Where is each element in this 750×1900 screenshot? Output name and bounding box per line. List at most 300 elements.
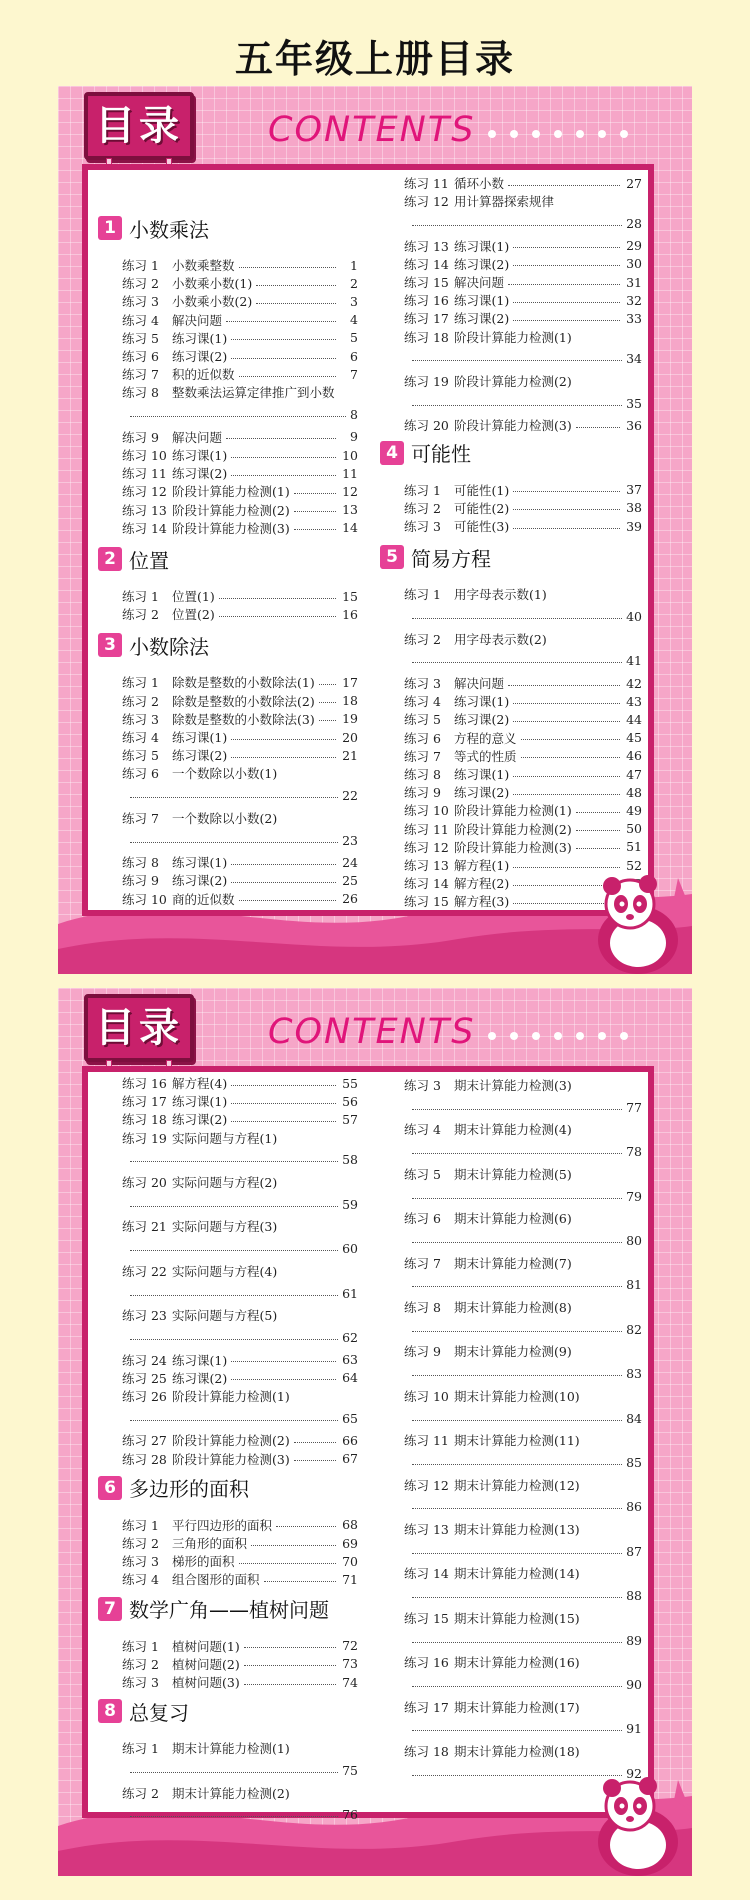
exercise-title: 阶段计算能力检测(3) <box>172 1451 290 1467</box>
exercise-title: 期末计算能力检测(15) <box>454 1610 580 1626</box>
exercise-number: 练习 8 <box>404 767 441 782</box>
leader-dots <box>576 848 620 849</box>
exercise-title: 解方程(4) <box>172 1076 228 1091</box>
leader-dots <box>513 776 620 777</box>
toc-entry-continuation <box>412 394 642 412</box>
toc-entry[interactable] <box>404 174 642 192</box>
exercise-title: 阶段计算能力检测(2) <box>454 374 572 389</box>
exercise-number: 练习 2 <box>122 1656 159 1672</box>
toc-entry[interactable] <box>404 820 642 838</box>
unit-heading[interactable] <box>98 1697 189 1725</box>
page-number: 67 <box>342 1451 358 1467</box>
toc-entry[interactable] <box>404 783 642 801</box>
leader-dots <box>412 1242 622 1243</box>
toc-entry[interactable] <box>404 585 642 603</box>
leader-dots <box>130 1420 338 1421</box>
exercise-number: 练习 11 <box>404 176 449 191</box>
page-number: 77 <box>626 1099 642 1115</box>
leader-dots <box>231 1085 336 1086</box>
toc-entry[interactable] <box>122 1369 358 1387</box>
unit-title: 总复习 <box>129 1700 189 1725</box>
exercise-number: 练习 13 <box>404 858 449 873</box>
page-number: 46 <box>626 748 642 764</box>
exercise-title: 练习课(1) <box>172 1352 228 1368</box>
exercise-number: 练习 4 <box>122 312 159 328</box>
unit-number-badge: 7 <box>98 1597 122 1621</box>
unit-heading[interactable] <box>380 543 491 571</box>
leader-dots <box>231 864 336 865</box>
exercise-number: 练习 20 <box>404 418 449 434</box>
page-number: 85 <box>626 1454 642 1470</box>
exercise-title: 实际问题与方程(5) <box>172 1308 278 1324</box>
leader-dots <box>513 509 620 510</box>
exercise-title: 练习课(2) <box>172 349 228 364</box>
page-number: 61 <box>342 1285 358 1301</box>
toc-entry[interactable] <box>404 1609 642 1627</box>
page-number: 78 <box>626 1144 642 1160</box>
page-number: 86 <box>626 1499 642 1515</box>
leader-dots <box>576 812 620 813</box>
toc-entry[interactable] <box>122 1129 358 1147</box>
exercise-number: 练习 13 <box>404 238 449 254</box>
exercise-number: 练习 15 <box>404 275 449 290</box>
toc-entry-continuation <box>412 1631 642 1649</box>
exercise-number: 练习 1 <box>122 1517 159 1533</box>
exercise-title: 阶段计算能力检测(1) <box>454 803 572 819</box>
page-number: 25 <box>342 872 358 888</box>
toc-entry[interactable] <box>404 692 642 710</box>
exercise-number: 练习 9 <box>122 873 159 889</box>
leader-dots <box>264 1581 336 1582</box>
page-number: 47 <box>626 766 642 782</box>
unit-heading[interactable] <box>98 1595 329 1623</box>
page-number: 73 <box>342 1656 358 1672</box>
exercise-title: 阶段计算能力检测(1) <box>172 484 290 500</box>
leader-dots <box>412 1153 622 1154</box>
leader-dots <box>412 1198 622 1199</box>
exercise-title: 位置(2) <box>172 607 215 623</box>
exercise-title: 植树问题(2) <box>172 1656 240 1672</box>
exercise-number: 练习 5 <box>122 748 159 764</box>
exercise-title: 阶段计算能力检测(2) <box>172 1433 290 1449</box>
page-number: 89 <box>626 1632 642 1648</box>
exercise-title: 期末计算能力检测(1) <box>172 1741 290 1757</box>
leader-dots <box>412 225 622 226</box>
leader-dots <box>412 1553 622 1554</box>
toc-entry[interactable] <box>122 1655 358 1673</box>
unit-number-badge: 4 <box>380 441 404 465</box>
exercise-number: 练习 18 <box>404 1744 449 1759</box>
exercise-title: 练习课(1) <box>172 1094 228 1110</box>
leader-dots <box>130 1295 338 1296</box>
toc-entry-continuation <box>412 350 642 368</box>
page-number: 52 <box>626 857 642 873</box>
exercise-title: 期末计算能力检测(10) <box>454 1388 580 1404</box>
leader-dots <box>256 303 336 304</box>
exercise-number: 练习 11 <box>404 821 449 837</box>
toc-entry[interactable] <box>404 1742 642 1760</box>
toc-entry[interactable] <box>122 1570 358 1588</box>
toc-entry[interactable] <box>404 729 642 747</box>
leader-dots <box>412 1420 622 1421</box>
unit-title: 数学广角——植树问题 <box>129 1598 329 1623</box>
exercise-number: 练习 13 <box>122 502 167 518</box>
unit-heading[interactable] <box>98 631 209 659</box>
toc-entry[interactable] <box>404 801 642 819</box>
exercise-title: 期末计算能力检测(7) <box>454 1255 572 1271</box>
toc-entry[interactable] <box>404 1698 642 1716</box>
toc-entry[interactable] <box>122 329 358 347</box>
toc-entry[interactable] <box>122 1074 358 1092</box>
exercise-title: 练习课(2) <box>172 466 228 482</box>
toc-entry[interactable] <box>404 273 642 291</box>
unit-number-badge: 8 <box>98 1699 122 1723</box>
leader-dots <box>219 616 336 617</box>
page-number: 24 <box>342 854 358 870</box>
exercise-number: 练习 22 <box>122 1263 167 1279</box>
toc-entry[interactable] <box>122 1673 358 1691</box>
toc-entry[interactable] <box>122 728 358 746</box>
exercise-number: 练习 16 <box>122 1076 167 1091</box>
page-number: 56 <box>342 1093 358 1109</box>
toc-entry[interactable] <box>404 674 642 692</box>
exercise-number: 练习 3 <box>122 294 159 310</box>
toc-entry[interactable] <box>122 673 358 691</box>
exercise-number: 练习 3 <box>404 519 441 534</box>
toc-entry[interactable] <box>122 809 358 827</box>
page-number: 21 <box>342 747 358 763</box>
exercise-title: 期末计算能力检测(16) <box>454 1655 580 1671</box>
unit-heading[interactable] <box>98 545 169 573</box>
leader-dots <box>276 1526 336 1527</box>
toc-entry[interactable] <box>404 481 642 499</box>
toc-entry[interactable] <box>404 1076 642 1094</box>
page-number: 17 <box>342 674 358 690</box>
toc-entry[interactable] <box>404 710 642 728</box>
toc-entry-continuation <box>412 214 642 232</box>
page-number: 62 <box>342 1329 358 1345</box>
leader-dots <box>231 1103 336 1104</box>
toc-entry[interactable] <box>122 710 358 728</box>
leader-dots <box>239 376 336 377</box>
exercise-title: 一个数除以小数(2) <box>172 810 278 826</box>
page-number: 26 <box>342 891 358 907</box>
page-number: 4 <box>350 312 358 328</box>
exercise-title: 实际问题与方程(3) <box>172 1219 278 1235</box>
toc-entry[interactable] <box>122 1351 358 1369</box>
toc-entry[interactable] <box>122 1110 358 1128</box>
toc-entry[interactable] <box>404 765 642 783</box>
exercise-title: 小数乘小数(2) <box>172 294 253 310</box>
leader-dots <box>412 1375 622 1376</box>
page-number: 84 <box>626 1410 642 1426</box>
exercise-number: 练习 14 <box>404 876 449 892</box>
toc-entry[interactable] <box>404 1520 642 1538</box>
exercise-title: 等式的性质 <box>454 748 517 764</box>
toc-entry[interactable] <box>122 311 358 329</box>
unit-number-badge: 5 <box>380 545 404 569</box>
page-number: 23 <box>342 832 358 848</box>
toc-entry[interactable] <box>404 1387 642 1405</box>
page-number: 68 <box>342 1517 358 1533</box>
exercise-number: 练习 12 <box>404 1477 449 1493</box>
exercise-title: 期末计算能力检测(8) <box>454 1300 572 1315</box>
leader-dots <box>244 1684 336 1685</box>
page-number: 65 <box>342 1410 358 1426</box>
leader-dots <box>239 900 336 901</box>
page-number: 22 <box>342 788 358 804</box>
toc-entry[interactable] <box>122 1516 358 1534</box>
exercise-title: 阶段计算能力检测(2) <box>172 502 290 518</box>
toc-entry[interactable] <box>404 1342 642 1360</box>
exercise-number: 练习 24 <box>122 1352 167 1368</box>
exercise-number: 练习 2 <box>404 631 441 647</box>
unit-title: 小数乘法 <box>129 217 209 242</box>
toc-entry[interactable] <box>404 1653 642 1671</box>
toc-entry[interactable] <box>404 1564 642 1582</box>
toc-entry[interactable] <box>404 747 642 765</box>
toc-entry[interactable] <box>122 256 358 274</box>
unit-heading[interactable] <box>98 214 209 242</box>
leader-dots <box>508 185 620 186</box>
page-number: 18 <box>342 693 358 709</box>
leader-dots <box>130 842 338 843</box>
toc-entry[interactable] <box>404 416 642 434</box>
exercise-title: 练习课(1) <box>172 448 228 463</box>
toc-entry[interactable] <box>122 746 358 764</box>
exercise-number: 练习 4 <box>404 694 441 710</box>
page-number: 41 <box>626 653 642 669</box>
toc-entry-continuation <box>130 1195 358 1213</box>
leader-dots <box>219 598 336 599</box>
page-title: 五年级上册目录 <box>234 37 515 81</box>
page-number: 88 <box>626 1588 642 1604</box>
exercise-title: 位置(1) <box>172 589 215 604</box>
exercise-title: 期末计算能力检测(17) <box>454 1699 580 1715</box>
toc-entry[interactable] <box>404 237 642 255</box>
page-number: 12 <box>342 483 358 499</box>
toc-entry[interactable] <box>122 764 358 782</box>
exercise-number: 练习 18 <box>122 1112 167 1128</box>
unit-title: 位置 <box>129 548 169 573</box>
page-number: 20 <box>342 729 358 745</box>
page-number: 15 <box>342 588 358 604</box>
page-number: 34 <box>626 351 642 367</box>
exercise-title: 可能性(3) <box>454 519 510 534</box>
exercise-number: 练习 9 <box>404 785 441 801</box>
logo-board <box>84 92 194 164</box>
page-number: 64 <box>342 1370 358 1386</box>
exercise-title: 阶段计算能力检测(3) <box>172 520 290 536</box>
toc-entry[interactable] <box>404 1476 642 1494</box>
toc-entry[interactable] <box>122 383 358 401</box>
toc-entry[interactable] <box>122 519 358 537</box>
exercise-title: 平行四边形的面积 <box>172 1517 273 1533</box>
leader-dots <box>319 684 336 685</box>
toc-entry[interactable] <box>122 1217 358 1235</box>
dots-decoration <box>488 1032 628 1040</box>
toc-entry-continuation <box>412 1143 642 1161</box>
toc-entry[interactable] <box>122 1450 358 1468</box>
toc-entry[interactable] <box>404 1165 642 1183</box>
exercise-number: 练习 23 <box>122 1308 167 1324</box>
toc-entry[interactable] <box>122 1534 358 1552</box>
leader-dots <box>508 284 620 285</box>
toc-entry[interactable] <box>122 871 358 889</box>
toc-entry[interactable] <box>404 1120 642 1138</box>
exercise-number: 练习 14 <box>404 1566 449 1582</box>
toc-entry[interactable] <box>122 605 358 623</box>
exercise-title: 练习课(2) <box>172 1370 228 1386</box>
leader-dots <box>130 416 346 417</box>
toc-entry[interactable] <box>404 1298 642 1316</box>
leader-dots <box>130 1161 338 1162</box>
exercise-title: 植树问题(3) <box>172 1675 240 1690</box>
page-number: 76 <box>342 1807 358 1823</box>
toc-entry-continuation <box>412 1231 642 1249</box>
toc-entry-continuation <box>412 1587 642 1605</box>
leader-dots <box>251 1545 336 1546</box>
page-number: 80 <box>626 1232 642 1248</box>
panda-icon <box>578 868 692 974</box>
toc-entry[interactable] <box>404 1209 642 1227</box>
toc-entry-continuation <box>130 831 358 849</box>
toc-entry[interactable] <box>122 1739 358 1757</box>
page-number: 28 <box>626 215 642 231</box>
exercise-number: 练习 17 <box>122 1094 167 1110</box>
toc-entry[interactable] <box>122 1262 358 1280</box>
exercise-number: 练习 25 <box>122 1370 167 1386</box>
toc-entry[interactable] <box>122 1552 358 1570</box>
toc-column-left <box>88 1072 368 1823</box>
exercise-number: 练习 2 <box>122 1785 159 1801</box>
toc-entry-continuation <box>130 1761 358 1779</box>
toc-entry[interactable] <box>122 853 358 871</box>
leader-dots <box>412 1642 622 1643</box>
toc-entry[interactable] <box>404 372 642 390</box>
page-number: 48 <box>626 784 642 800</box>
toc-entry-continuation <box>412 1098 642 1116</box>
toc-entry[interactable] <box>122 365 358 383</box>
page-number: 37 <box>626 482 642 498</box>
toc-entry[interactable] <box>404 517 642 535</box>
toc-entry[interactable] <box>404 309 642 327</box>
exercise-number: 练习 5 <box>404 1166 441 1182</box>
page-number: 51 <box>626 839 642 855</box>
exercise-title: 期末计算能力检测(4) <box>454 1122 572 1138</box>
exercise-title: 除数是整数的小数除法(2) <box>172 693 315 709</box>
exercise-number: 练习 15 <box>404 894 449 910</box>
toc-entry[interactable] <box>404 192 642 210</box>
toc-entry[interactable] <box>122 1784 358 1802</box>
toc-entry[interactable] <box>122 1387 358 1405</box>
page-number: 32 <box>626 292 642 308</box>
toc-entry[interactable] <box>404 291 642 309</box>
unit-heading[interactable] <box>98 1474 249 1502</box>
exercise-title: 解决问题 <box>172 429 223 445</box>
leader-dots <box>412 618 622 619</box>
toc-entry[interactable] <box>122 274 358 292</box>
toc-entry[interactable] <box>404 1254 642 1272</box>
toc-entry[interactable] <box>122 1637 358 1655</box>
page-number: 81 <box>626 1277 642 1293</box>
exercise-title: 练习课(2) <box>172 1112 228 1128</box>
exercise-title: 实际问题与方程(1) <box>172 1130 278 1146</box>
toc-entry-continuation <box>130 1806 358 1824</box>
unit-heading[interactable] <box>380 439 471 467</box>
leader-dots <box>412 360 622 361</box>
toc-entry-continuation <box>412 1542 642 1560</box>
page-number: 3 <box>350 293 358 309</box>
exercise-title: 练习课(1) <box>454 238 510 254</box>
toc-entry[interactable] <box>122 692 358 710</box>
toc-entry[interactable] <box>122 587 358 605</box>
toc-entry[interactable] <box>404 1431 642 1449</box>
leader-dots <box>294 1460 336 1461</box>
toc-entry[interactable] <box>404 499 642 517</box>
toc-entry-continuation <box>412 1453 642 1471</box>
exercise-title: 阶段计算能力检测(2) <box>454 821 572 837</box>
exercise-title: 期末计算能力检测(12) <box>454 1477 580 1493</box>
exercise-title: 练习课(1) <box>172 855 228 871</box>
leader-dots <box>412 662 622 663</box>
toc-entry[interactable] <box>122 1092 358 1110</box>
toc-entry[interactable] <box>122 446 358 464</box>
toc-entry[interactable] <box>122 482 358 500</box>
leader-dots <box>130 1816 338 1817</box>
exercise-title: 实际问题与方程(4) <box>172 1263 278 1279</box>
toc-column-right <box>370 1072 652 1812</box>
toc-entry[interactable] <box>404 630 642 648</box>
exercise-number: 练习 16 <box>404 1655 449 1671</box>
exercise-title: 小数乘小数(1) <box>172 276 253 292</box>
exercise-title: 练习课(1) <box>454 293 510 309</box>
toc-entry[interactable] <box>122 890 358 908</box>
exercise-number: 练习 7 <box>404 1255 441 1271</box>
toc-entry[interactable] <box>122 347 358 365</box>
page-number: 30 <box>626 256 642 272</box>
leader-dots <box>130 1250 338 1251</box>
exercise-title: 练习课(2) <box>454 256 510 272</box>
exercise-title: 解方程(2) <box>454 876 510 892</box>
leader-dots <box>231 882 336 883</box>
leader-dots <box>130 1339 338 1340</box>
toc-entry[interactable] <box>122 1431 358 1449</box>
toc-entry[interactable] <box>122 292 358 310</box>
logo-board <box>84 994 194 1066</box>
toc-entry[interactable] <box>404 328 642 346</box>
leader-dots <box>130 797 338 798</box>
toc-entry-continuation <box>412 1276 642 1294</box>
leader-dots <box>231 1361 336 1362</box>
toc-entry[interactable] <box>122 1306 358 1324</box>
exercise-title: 练习课(1) <box>454 767 510 782</box>
unit-number-badge: 1 <box>98 216 122 240</box>
toc-entry[interactable] <box>122 1173 358 1191</box>
toc-entry[interactable] <box>122 501 358 519</box>
toc-column-left <box>88 170 368 910</box>
toc-entry[interactable] <box>404 255 642 273</box>
toc-entry[interactable] <box>122 464 358 482</box>
toc-entry[interactable] <box>404 838 642 856</box>
exercise-number: 练习 7 <box>122 810 159 826</box>
exercise-title: 植树问题(1) <box>172 1638 240 1654</box>
toc-entry[interactable] <box>122 428 358 446</box>
page-number: 74 <box>342 1674 358 1690</box>
leader-dots <box>412 1686 622 1687</box>
leader-dots <box>319 720 336 721</box>
exercise-number: 练习 5 <box>122 330 159 346</box>
